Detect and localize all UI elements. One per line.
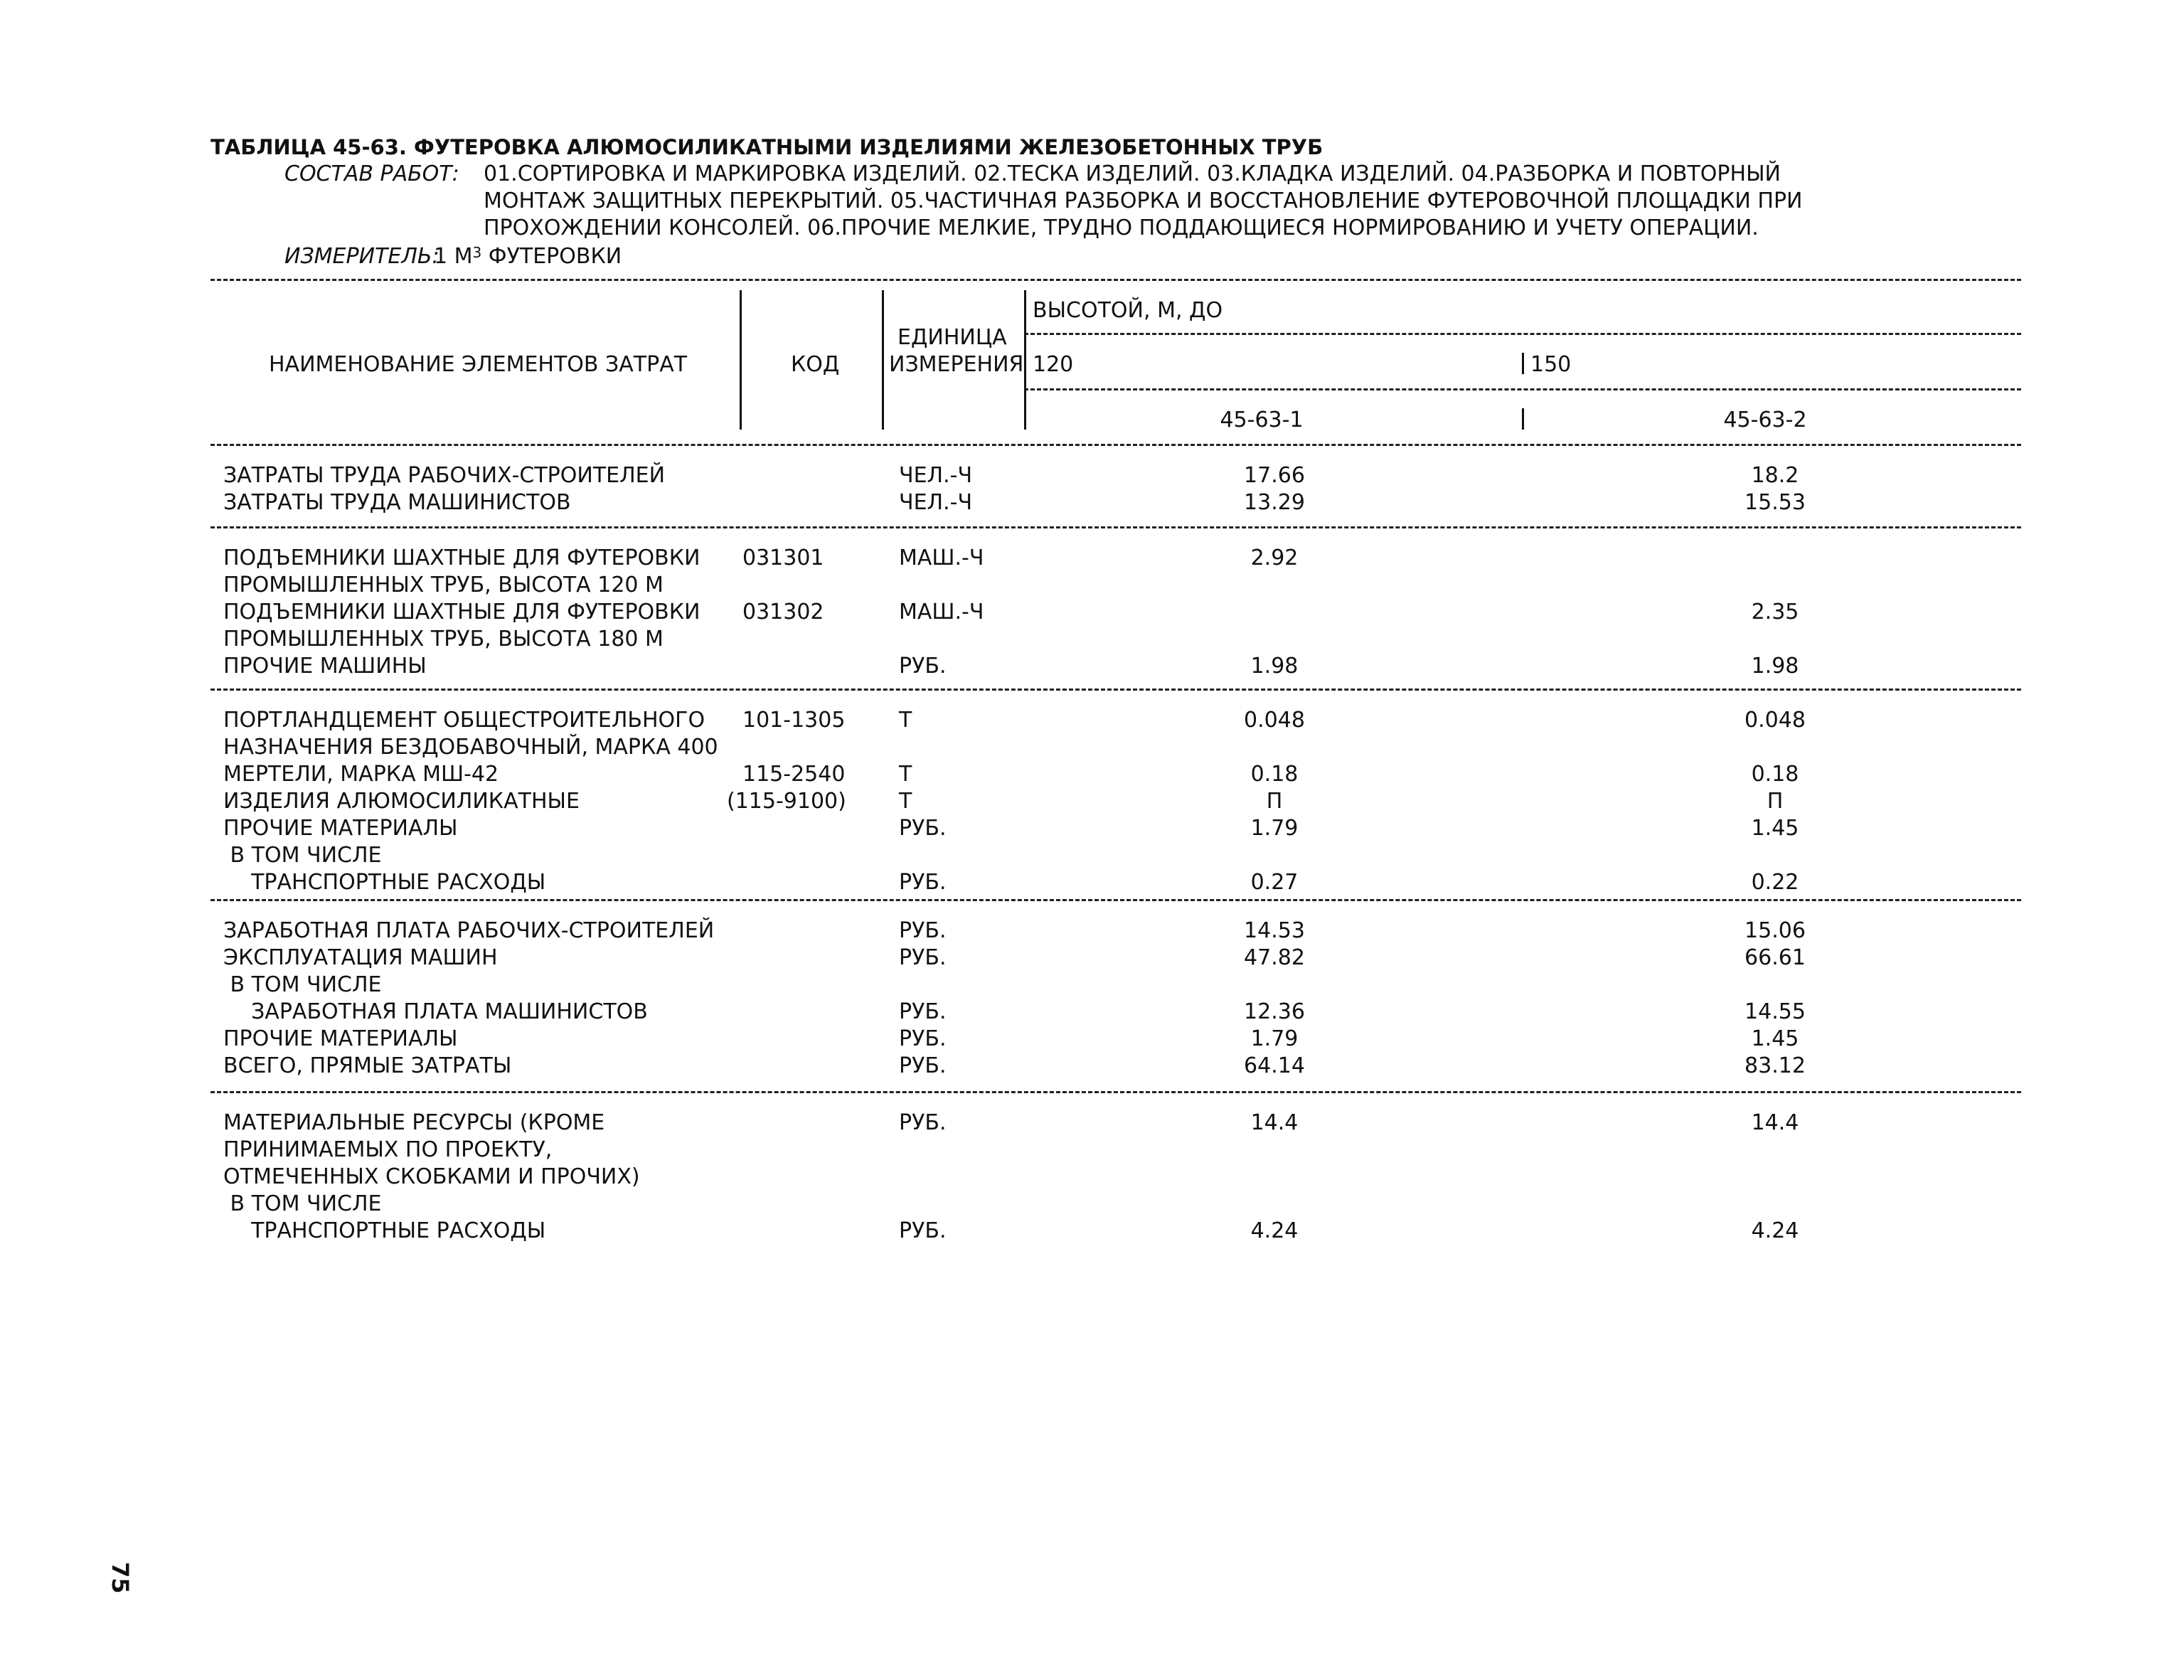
row-value-1: 47.82 [1244, 945, 1305, 970]
row-name: ПОРТЛАНДЦЕМЕНТ ОБЩЕСТРОИТЕЛЬНОГО [223, 708, 705, 733]
row-value-1: 14.53 [1244, 918, 1305, 943]
row-value-1: 0.18 [1250, 762, 1299, 787]
row-value-2: 0.18 [1751, 762, 1799, 787]
row-name: В ТОМ ЧИСЛЕ [223, 972, 382, 997]
row-unit: РУБ. [899, 945, 947, 970]
vbar-unit-height [1024, 290, 1026, 430]
row-value-1: 1.79 [1250, 816, 1299, 841]
row-name: ПРОМЫШЛЕННЫХ ТРУБ, ВЫСОТА 120 М [223, 573, 664, 597]
measure-value-pre: 1 М [434, 244, 473, 269]
row-unit: Т [899, 762, 912, 787]
header-h2: 150 [1530, 352, 1572, 377]
row-name: В ТОМ ЧИСЛЕ [223, 1191, 382, 1216]
row-value-2: 1.98 [1751, 654, 1799, 679]
row-name: МАТЕРИАЛЬНЫЕ РЕСУРСЫ (КРОМЕ [223, 1110, 605, 1135]
row-value-1: 0.048 [1244, 708, 1305, 733]
vbar-name-code [740, 290, 742, 430]
composition-line-3: ПРОХОЖДЕНИИ КОНСОЛЕЙ. 06.ПРОЧИЕ МЕЛКИЕ, ТРУДНО ПОДДАЮЩИЕСЯ НОРМИРОВАНИЮ И УЧЕТУ ОПЕРАЦИИ. [484, 216, 1759, 240]
row-code: (115-9100) [727, 789, 846, 814]
measure-value [434, 243, 622, 270]
row-name: ПРОЧИЕ МАТЕРИАЛЫ [223, 816, 458, 841]
row-name: ПОДЪЕМНИКИ ШАХТНЫЕ ДЛЯ ФУТЕРОВКИ [223, 546, 701, 570]
header-name: НАИМЕНОВАНИЕ ЭЛЕМЕНТОВ ЗАТРАТ [269, 352, 688, 377]
measure-value-sup: 3 [472, 244, 482, 261]
row-unit: РУБ. [899, 1110, 947, 1135]
rule-section-2 [211, 689, 2021, 691]
measure-label: ИЗМЕРИТЕЛЬ: [284, 244, 440, 269]
row-name: ЗАТРАТЫ ТРУДА МАШИНИСТОВ [223, 490, 571, 515]
header-unit-line1: ЕДИНИЦА [897, 325, 1007, 350]
composition-line-2: МОНТАЖ ЗАЩИТНЫХ ПЕРЕКРЫТИЙ. 05.ЧАСТИЧНАЯ РАЗБОРКА И ВОССТАНОВЛЕНИЕ ФУТЕРОВОЧНОЙ ПЛОЩАДКИ ПРИ [484, 188, 1803, 213]
row-name: ПРОЧИЕ МАТЕРИАЛЫ [223, 1026, 458, 1051]
row-value-2: 15.53 [1744, 490, 1806, 515]
row-value-1: 14.4 [1250, 1110, 1299, 1135]
rule-header-bottom [211, 444, 2021, 446]
row-value-1: 13.29 [1244, 490, 1305, 515]
header-unit-line2: ИЗМЕРЕНИЯ [889, 352, 1024, 377]
row-name: ЗАРАБОТНАЯ ПЛАТА РАБОЧИХ-СТРОИТЕЛЕЙ [223, 918, 715, 943]
row-code: 031301 [742, 546, 824, 570]
header-code: КОД [791, 352, 840, 377]
row-unit: Т [899, 789, 912, 814]
vbar-c2 [1522, 408, 1524, 430]
row-value-1: 2.92 [1250, 546, 1299, 570]
row-value-2: 66.61 [1744, 945, 1806, 970]
row-name: ЗАТРАТЫ ТРУДА РАБОЧИХ-СТРОИТЕЛЕЙ [223, 463, 666, 488]
rule-section-3 [211, 899, 2021, 901]
row-unit: РУБ. [899, 816, 947, 841]
row-value-2: 0.22 [1751, 870, 1799, 895]
row-unit: РУБ. [899, 1218, 947, 1243]
row-value-2: 1.45 [1751, 816, 1799, 841]
row-value-1: 17.66 [1244, 463, 1305, 488]
row-name: ПОДЪЕМНИКИ ШАХТНЫЕ ДЛЯ ФУТЕРОВКИ [223, 600, 701, 624]
row-value-2: 15.06 [1744, 918, 1806, 943]
row-name: ВСЕГО, ПРЯМЫЕ ЗАТРАТЫ [223, 1053, 512, 1078]
header-h1: 120 [1033, 352, 1074, 377]
row-unit: МАШ.-Ч [899, 600, 984, 624]
row-name: ЭКСПЛУАТАЦИЯ МАШИН [223, 945, 498, 970]
rule-section-1 [211, 526, 2021, 528]
row-name: ТРАНСПОРТНЫЕ РАСХОДЫ [238, 870, 546, 895]
row-name: ПРОМЫШЛЕННЫХ ТРУБ, ВЫСОТА 180 М [223, 627, 664, 652]
header-c1: 45-63-1 [1220, 408, 1304, 432]
table-title: ТАБЛИЦА 45-63. ФУТЕРОВКА АЛЮМОСИЛИКАТНЫМИ ИЗДЕЛИЯМИ ЖЕЛЕЗОБЕТОННЫХ ТРУБ [211, 135, 1323, 159]
page-number: 75 [107, 1562, 134, 1594]
composition-label: СОСТАВ РАБОТ: [284, 161, 459, 186]
row-name: В ТОМ ЧИСЛЕ [223, 843, 382, 868]
rule-height-sub-2 [1024, 388, 2021, 390]
row-name: НАЗНАЧЕНИЯ БЕЗДОБАВОЧНЫЙ, МАРКА 400 [223, 735, 718, 760]
row-name: ПРОЧИЕ МАШИНЫ [223, 654, 427, 679]
row-name: ПРИНИМАЕМЫХ ПО ПРОЕКТУ, [223, 1137, 553, 1162]
row-value-2: 83.12 [1744, 1053, 1806, 1078]
header-c2: 45-63-2 [1723, 408, 1807, 432]
rule-top [211, 279, 2021, 281]
row-unit: РУБ. [899, 918, 947, 943]
measure-value-post: ФУТЕРОВКИ [481, 244, 622, 269]
vbar-h2 [1522, 353, 1524, 374]
row-unit: ЧЕЛ.-Ч [899, 490, 973, 515]
row-name: ТРАНСПОРТНЫЕ РАСХОДЫ [238, 1218, 546, 1243]
row-value-2: 14.4 [1751, 1110, 1799, 1135]
row-code: 031302 [742, 600, 824, 624]
row-unit: РУБ. [899, 999, 947, 1024]
row-value-2: 18.2 [1751, 463, 1799, 488]
row-value-1: 64.14 [1244, 1053, 1305, 1078]
row-name: МЕРТЕЛИ, МАРКА МШ-42 [223, 762, 499, 787]
row-name: ЗАРАБОТНАЯ ПЛАТА МАШИНИСТОВ [238, 999, 648, 1024]
row-value-1: П [1266, 789, 1283, 814]
row-unit: РУБ. [899, 1026, 947, 1051]
row-unit: РУБ. [899, 870, 947, 895]
row-value-2: 14.55 [1744, 999, 1806, 1024]
row-name: ИЗДЕЛИЯ АЛЮМОСИЛИКАТНЫЕ [223, 789, 580, 814]
rule-height-sub [1024, 333, 2021, 335]
row-code: 101-1305 [742, 708, 846, 733]
row-unit: РУБ. [899, 1053, 947, 1078]
row-value-2: 2.35 [1751, 600, 1799, 624]
row-value-2: П [1767, 789, 1784, 814]
row-value-1: 12.36 [1244, 999, 1305, 1024]
row-value-1: 1.98 [1250, 654, 1299, 679]
header-height: ВЫСОТОЙ, М, ДО [1033, 298, 1223, 323]
row-unit: ЧЕЛ.-Ч [899, 463, 973, 488]
composition-line-1: 01.СОРТИРОВКА И МАРКИРОВКА ИЗДЕЛИЙ. 02.ТЕСКА ИЗДЕЛИЙ. 03.КЛАДКА ИЗДЕЛИЙ. 04.РАЗБОРКА И ПОВТОРНЫЙ [484, 161, 1781, 186]
row-value-2: 0.048 [1744, 708, 1806, 733]
row-value-1: 4.24 [1250, 1218, 1299, 1243]
row-value-1: 0.27 [1250, 870, 1299, 895]
rule-section-4 [211, 1091, 2021, 1093]
row-value-2: 4.24 [1751, 1218, 1799, 1243]
row-unit: РУБ. [899, 654, 947, 679]
row-value-2: 1.45 [1751, 1026, 1799, 1051]
row-unit: МАШ.-Ч [899, 546, 984, 570]
row-value-1: 1.79 [1250, 1026, 1299, 1051]
row-unit: Т [899, 708, 912, 733]
row-name: ОТМЕЧЕННЫХ СКОБКАМИ И ПРОЧИХ) [223, 1164, 640, 1189]
row-code: 115-2540 [742, 762, 846, 787]
vbar-code-unit [882, 290, 884, 430]
